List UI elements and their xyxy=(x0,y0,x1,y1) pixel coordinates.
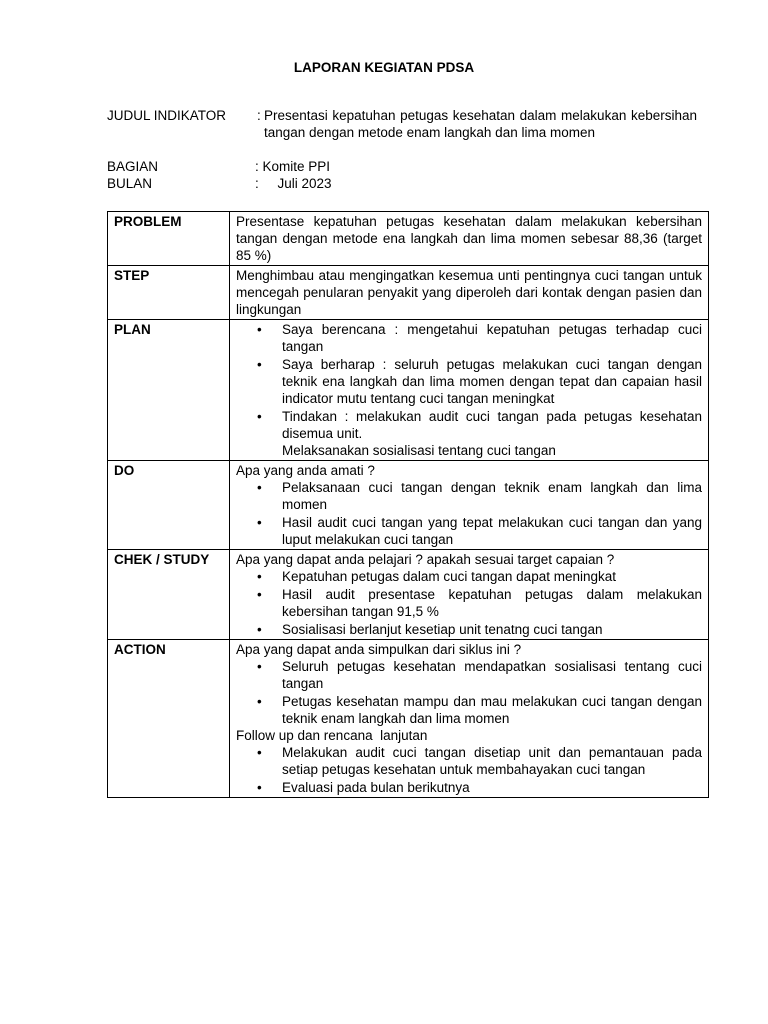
study-list xyxy=(236,568,702,638)
judul-indikator-value: Presentasi kepatuhan petugas kesehatan dalam melakukan kebersihan tangan dengan metode enam langkah dan lima momen xyxy=(264,108,697,140)
row-do xyxy=(108,461,709,550)
row-problem xyxy=(108,212,709,266)
bullet-icon: • xyxy=(257,659,262,674)
plan-continuation: Melaksanakan sosialisasi tentang cuci tangan xyxy=(282,443,556,458)
study-intro: Apa yang dapat anda pelajari ? apakah sesuai target capaian ? xyxy=(236,552,615,567)
list-item xyxy=(236,479,702,513)
list-item-text: Seluruh petugas kesehatan mendapatkan sosialisasi tentang cuci tangan xyxy=(282,659,702,691)
action-followup: Follow up dan rencana lanjutan xyxy=(236,728,428,743)
list-item xyxy=(236,586,702,620)
list-item xyxy=(236,779,702,796)
step-label: STEP xyxy=(108,266,230,320)
action-followup-list xyxy=(236,744,702,796)
bulan-label: BULAN xyxy=(107,176,153,191)
row-step xyxy=(108,266,709,320)
list-item xyxy=(236,744,702,778)
bullet-icon: • xyxy=(257,569,262,584)
row-study xyxy=(108,550,709,640)
bullet-icon: • xyxy=(257,622,262,637)
list-item xyxy=(236,356,702,407)
pdsa-table xyxy=(107,211,709,798)
action-list xyxy=(236,658,702,727)
bullet-icon: • xyxy=(257,480,262,495)
bagian-label: BAGIAN xyxy=(107,159,159,174)
list-item xyxy=(236,621,702,638)
bullet-icon: • xyxy=(257,780,262,795)
list-item-text: Hasil audit presentase kepatuhan petugas dalam melakukan kebersihan tangan 91,5 % xyxy=(282,587,702,619)
bullet-icon: • xyxy=(257,694,262,709)
bullet-icon: • xyxy=(257,745,262,760)
bullet-icon: • xyxy=(257,322,262,337)
bulan-value: : Juli 2023 xyxy=(255,176,332,191)
list-item-text: Saya berharap : seluruh petugas melakukan cuci tangan dengan teknik ena langkah dan lima momen dengan tepat dan capaian hasil indicator mutu tentang cuci tangan meningkat xyxy=(282,357,702,406)
list-item xyxy=(236,408,702,442)
list-item-text: Melakukan audit cuci tangan disetiap unit dan pemantauan pada setiap petugas kesehatan untuk membahayakan cuci tangan xyxy=(282,745,702,777)
do-intro: Apa yang anda amati ? xyxy=(236,463,375,478)
list-item xyxy=(236,658,702,692)
list-item-text: Pelaksanaan cuci tangan dengan teknik enam langkah dan lima momen xyxy=(282,480,702,512)
judul-colon: : xyxy=(257,108,261,123)
list-item-text: Kepatuhan petugas dalam cuci tangan dapat meningkat xyxy=(282,569,616,584)
list-item-text: Hasil audit cuci tangan yang tepat melakukan cuci tangan dan yang luput melakukan cuci tangan xyxy=(282,515,702,547)
plan-content xyxy=(230,320,709,461)
plan-list xyxy=(236,321,702,442)
do-list xyxy=(236,479,702,548)
bullet-icon: • xyxy=(257,357,262,372)
problem-label: PROBLEM xyxy=(108,212,230,266)
row-action xyxy=(108,640,709,798)
document-title: LAPORAN KEGIATAN PDSA xyxy=(293,60,475,75)
meta-bagian xyxy=(107,158,707,175)
study-label: CHEK / STUDY xyxy=(108,550,230,640)
bullet-icon: • xyxy=(257,587,262,602)
meta-judul-indikator xyxy=(107,107,707,158)
bagian-value: : Komite PPI xyxy=(255,159,331,174)
list-item-text: Sosialisasi berlanjut kesetiap unit tenatng cuci tangan xyxy=(282,622,603,637)
bullet-icon: • xyxy=(257,409,262,424)
meta-bulan xyxy=(107,175,707,192)
do-content xyxy=(230,461,709,550)
action-content xyxy=(230,640,709,798)
judul-indikator-label: JUDUL INDIKATOR xyxy=(107,108,227,123)
list-item xyxy=(236,693,702,727)
do-label: DO xyxy=(108,461,230,550)
list-item-text: Evaluasi pada bulan berikutnya xyxy=(282,780,470,795)
study-content xyxy=(230,550,709,640)
list-item-text: Saya berencana : mengetahui kepatuhan petugas terhadap cuci tangan xyxy=(282,322,702,354)
bullet-icon: • xyxy=(257,515,262,530)
list-item xyxy=(236,514,702,548)
problem-text: Presentase kepatuhan petugas kesehatan dalam melakukan kebersihan tangan dengan metode ena langkah dan lima momen sebesar 88,36 (target 85 %) xyxy=(230,212,709,266)
plan-label: PLAN xyxy=(108,320,230,461)
row-plan xyxy=(108,320,709,461)
action-intro: Apa yang dapat anda simpulkan dari siklus ini ? xyxy=(236,642,522,657)
step-text: Menghimbau atau mengingatkan kesemua unti pentingnya cuci tangan untuk mencegah penularan penyakit yang diperoleh dari kontak dengan pasien dan lingkungan xyxy=(230,266,709,320)
action-label: ACTION xyxy=(108,640,230,798)
list-item xyxy=(236,568,702,585)
list-item-text: Petugas kesehatan mampu dan mau melakukan cuci tangan dengan teknik enam langkah dan lima momen xyxy=(282,694,702,726)
list-item xyxy=(236,321,702,355)
list-item-text: Tindakan : melakukan audit cuci tangan pada petugas kesehatan disemua unit. xyxy=(282,409,702,441)
